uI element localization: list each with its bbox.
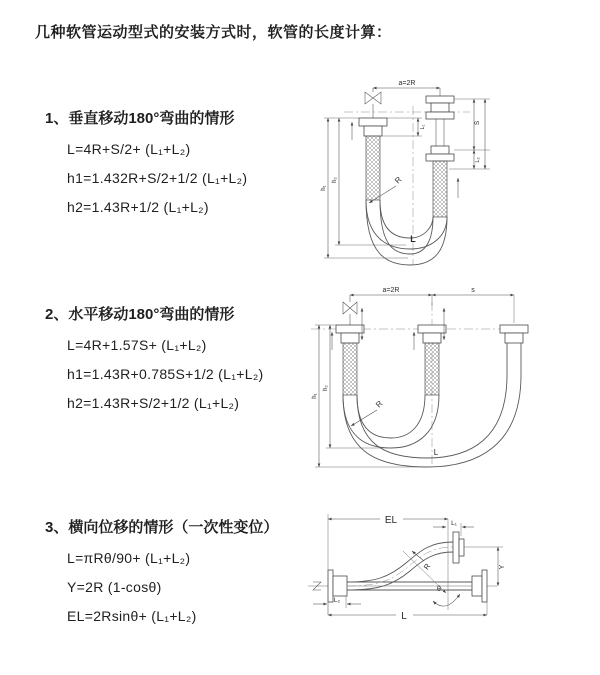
diagram-horizontal-180-bend (303, 278, 538, 470)
dim-label-fitting-left: L₂ (333, 597, 341, 604)
right-pipe-fitting (500, 325, 528, 375)
radius-label: R (421, 561, 433, 572)
dim-label-length: L (401, 611, 407, 622)
dim-label-right-fitting: L₂ (475, 157, 481, 163)
section-2-formula-h2: h2=1.43R+S/2+1/2 (L₁+L₂) (67, 395, 240, 411)
angle-label: θ (437, 586, 441, 593)
angle-arc (433, 594, 460, 606)
dim-label-span: a=2R (382, 287, 400, 294)
section-vertical-movement (45, 107, 315, 215)
radius-leader (351, 410, 377, 426)
braided-hose-section (366, 136, 380, 200)
dim-label-h1: h₁ (321, 185, 327, 191)
section-3-heading: 3、横向位移的情形（一次性变位） (45, 519, 279, 536)
dim-label-el: EL (384, 515, 398, 526)
section-1-formula-L: L=4R+S/2+ (L₁+L₂) (67, 141, 191, 157)
upper-right-flange (453, 532, 464, 563)
length-label: L (410, 234, 416, 244)
section-3-formula-L: L=πRθ/90+ (L₁+L₂) (67, 550, 191, 566)
length-label: L (433, 448, 439, 457)
braided-hose-section (433, 161, 447, 217)
radius-label: R (393, 175, 404, 186)
valve-icon (365, 88, 381, 118)
dim-label-h1: h₁ (312, 393, 318, 399)
section-3-formula-Y: Y=2R (1-cosθ) (67, 579, 162, 595)
left-pipe-fitting (359, 118, 387, 200)
section-1-heading: 1、垂直移动180°弯曲的情形 (45, 110, 235, 127)
valve-icon (343, 295, 357, 325)
dim-label-fitting-top: L₁ (451, 520, 457, 527)
radius-label: R (374, 399, 385, 410)
dim-label-span: a=2R (398, 80, 416, 87)
middle-pipe-fitting (418, 325, 446, 395)
diagram-lateral-displacement (300, 498, 600, 658)
dim-label-y: Y (499, 564, 506, 570)
page-title: 几种软管运动型式的安装方式时，软管的长度计算： (35, 24, 392, 41)
braided-hose-section (425, 343, 439, 395)
dim-label-h2: h₂ (323, 385, 329, 391)
section-2-formula-h1: h1=1.43R+0.785S+1/2 (L₁+L₂) (67, 366, 264, 382)
dim-label-left-fitting: L₁ (420, 124, 426, 130)
section-horizontal-movement (45, 303, 315, 411)
diagram-vertical-180-bend (308, 66, 540, 266)
braided-hose-section (343, 343, 357, 395)
section-3-formula-EL: EL=2Rsinθ+ (L₁+L₂) (67, 608, 197, 624)
left-pipe-fitting (336, 325, 364, 395)
section-2-formula-L: L=4R+1.57S+ (L₁+L₂) (67, 337, 207, 353)
section-1-formula-h1: h1=1.432R+S/2+1/2 (L₁+L₂) (67, 170, 248, 186)
section-lateral-displacement (45, 516, 315, 624)
section-1-formula-h2: h2=1.43R+1/2 (L₁+L₂) (67, 199, 209, 215)
section-2-heading: 2、水平移动180°弯曲的情形 (45, 306, 235, 323)
hose-s-curve (347, 542, 453, 590)
dim-label-stroke: S (474, 120, 481, 126)
dim-label-h2: h₂ (332, 177, 338, 183)
dim-label-stroke: s (471, 287, 475, 294)
right-pipe-fitting (426, 96, 454, 217)
